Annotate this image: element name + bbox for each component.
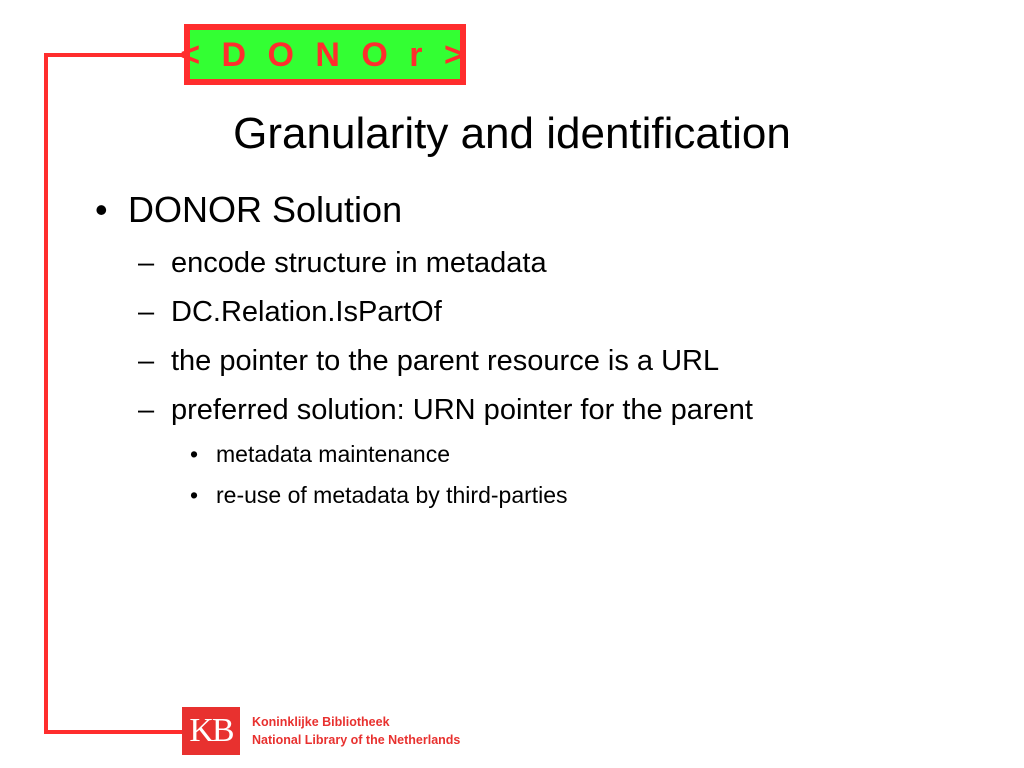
bullet-text: re-use of metadata by third-parties [216,482,568,508]
donor-logo-text: < D O N O r > [180,35,470,74]
bullet-marker: – [138,296,155,328]
bullet-level3 [190,481,568,509]
bullet-text: DONOR Solution [128,189,403,230]
frame-bottom-line [44,730,184,734]
frame-top-line [44,53,186,57]
bullet-marker: – [138,394,155,426]
kb-org-line1: Koninklijke Bibliotheek [252,715,390,729]
kb-org-line2: National Library of the Netherlands [252,733,461,747]
bullet-level2 [138,246,547,280]
bullet-marker: • [95,189,108,230]
bullet-marker: • [190,441,199,467]
bullet-text: encode structure in metadata [171,247,547,279]
bullet-marker: – [138,247,155,279]
bullet-text: DC.Relation.IsPartOf [171,296,442,328]
donor-logo [180,24,470,85]
kb-logo-text: KB [189,712,233,749]
bullet-level1 [95,188,402,232]
bullet-level2 [138,295,442,329]
slide-title: Granularity and identification [233,109,791,158]
bullet-marker: • [190,482,199,508]
bullet-level2 [138,393,753,427]
bullet-marker: – [138,345,155,377]
kb-logo [182,707,240,755]
bullet-text: metadata maintenance [216,441,450,467]
bullet-level3 [190,440,450,468]
bullet-level2 [138,344,719,378]
kb-org-name [252,713,460,749]
bullet-text: the pointer to the parent resource is a URL [171,345,720,377]
bullet-text: preferred solution: URN pointer for the parent [171,394,753,426]
